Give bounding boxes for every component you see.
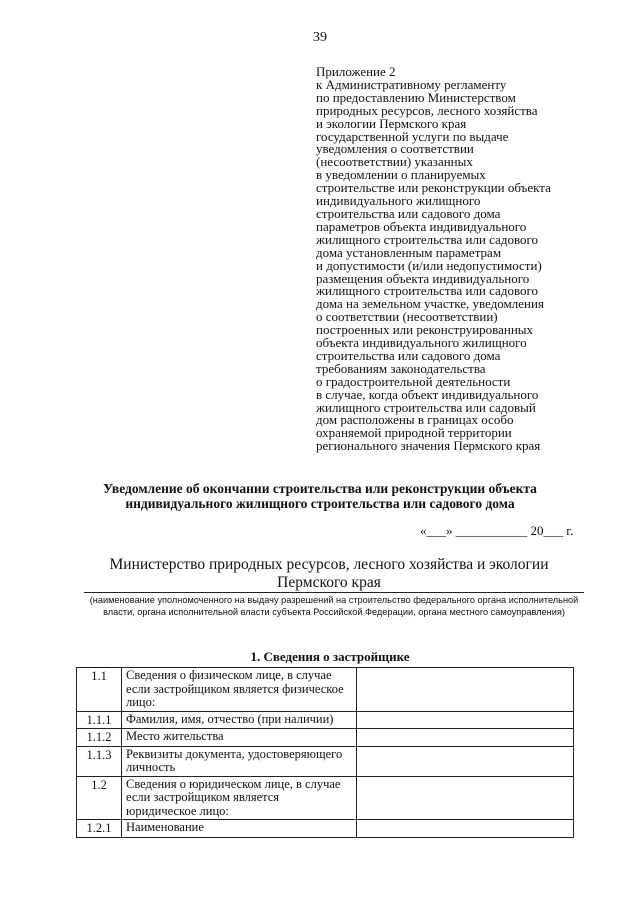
appendix-line: государственной услуги по выдаче <box>316 128 509 144</box>
row-number: 1.1.2 <box>77 729 122 747</box>
appendix-line: построенных или реконструированных <box>316 322 534 338</box>
row-description: Место жительства <box>122 729 357 747</box>
ministry-underline <box>84 592 584 593</box>
appendix-line: в уведомлении о планируемых <box>316 167 486 183</box>
appendix-line: жилищного строительства или садового <box>316 283 539 299</box>
appendix-line: жилищного строительства или садового <box>316 231 539 247</box>
page-number: 39 <box>313 30 327 45</box>
appendix-line: дома установленным параметрам <box>316 244 502 260</box>
row-number: 1.2 <box>77 776 122 820</box>
row-description: Фамилия, имя, отчество (при наличии) <box>122 711 357 729</box>
date-line: «___» ___________ 20___ г. <box>420 523 574 538</box>
appendix-line: к Административному регламенту <box>316 76 507 92</box>
appendix-line: объекта индивидуального жилищного <box>316 335 527 351</box>
appendix-line: жилищного строительства или садовый <box>316 399 536 415</box>
notice-title: Уведомление об окончании строительства или реконструкции объекта индивидуального жилищного строительства или садового дома <box>103 481 537 511</box>
row-value-cell[interactable] <box>357 776 574 820</box>
appendix-line: охраняемой природной территории <box>316 425 512 441</box>
appendix-line: природных ресурсов, лесного хозяйства <box>316 102 538 118</box>
appendix-header <box>316 66 616 453</box>
appendix-line: индивидуального жилищного <box>316 193 481 209</box>
appendix-line: Приложение 2 <box>316 64 396 79</box>
appendix-line: строительстве или реконструкции объекта <box>316 180 551 196</box>
table-row <box>77 711 574 729</box>
row-number: 1.1.3 <box>77 746 122 776</box>
appendix-line: строительства или садового дома <box>316 205 501 221</box>
appendix-line: дома на земельном участке, уведомления <box>316 296 544 312</box>
table-row <box>77 776 574 820</box>
row-number: 1.1 <box>77 668 122 712</box>
table-row <box>77 668 574 712</box>
table-row <box>77 746 574 776</box>
appendix-line: о соответствии (несоответствии) <box>316 309 498 325</box>
appendix-line: о градостроительной деятельности <box>316 373 511 389</box>
row-value-cell[interactable] <box>357 668 574 712</box>
appendix-line: уведомления о соответствии <box>316 141 474 157</box>
ministry-caption: (наименование уполномоченного на выдачу разрешений на строительство федерального органа исполнительной власти, органа исполнительной власти субъекта Российской Федерации, органа местного самоуправления) <box>89 595 579 617</box>
row-number: 1.2.1 <box>77 820 122 838</box>
table-row <box>77 820 574 838</box>
row-value-cell[interactable] <box>357 746 574 776</box>
appendix-line: дом расположены в границах особо <box>316 412 514 428</box>
appendix-line: в случае, когда объект индивидуального <box>316 386 539 402</box>
appendix-line: и экологии Пермского края <box>316 115 467 131</box>
row-description: Сведения о физическом лице, в случае если застройщиком является физическое лицо: <box>122 668 357 712</box>
appendix-line: требованиям законодательства <box>316 360 486 376</box>
appendix-line: параметров объекта индивидуального <box>316 218 527 234</box>
row-description: Сведения о юридическом лице, в случае если застройщиком является юридическое лицо: <box>122 776 357 820</box>
developer-info-table <box>76 667 574 838</box>
row-number: 1.1.1 <box>77 711 122 729</box>
table-row <box>77 729 574 747</box>
appendix-line: и допустимости (и/или недопустимости) <box>316 257 542 273</box>
appendix-line: по предоставлению Министерством <box>316 89 516 105</box>
appendix-line: (несоответствии) указанных <box>316 154 473 170</box>
appendix-line: размещения объекта индивидуального <box>316 270 530 286</box>
row-value-cell[interactable] <box>357 729 574 747</box>
appendix-line: регионального значения Пермского края <box>316 438 541 454</box>
row-value-cell[interactable] <box>357 820 574 838</box>
appendix-line: строительства или садового дома <box>316 347 501 363</box>
ministry-name: Министерство природных ресурсов, лесного хозяйства и экологии Пермского края <box>109 556 549 591</box>
row-description: Реквизиты документа, удостоверяющего личность <box>122 746 357 776</box>
row-value-cell[interactable] <box>357 711 574 729</box>
row-description: Наименование <box>122 820 357 838</box>
section-title: 1. Сведения о застройщике <box>250 649 410 664</box>
